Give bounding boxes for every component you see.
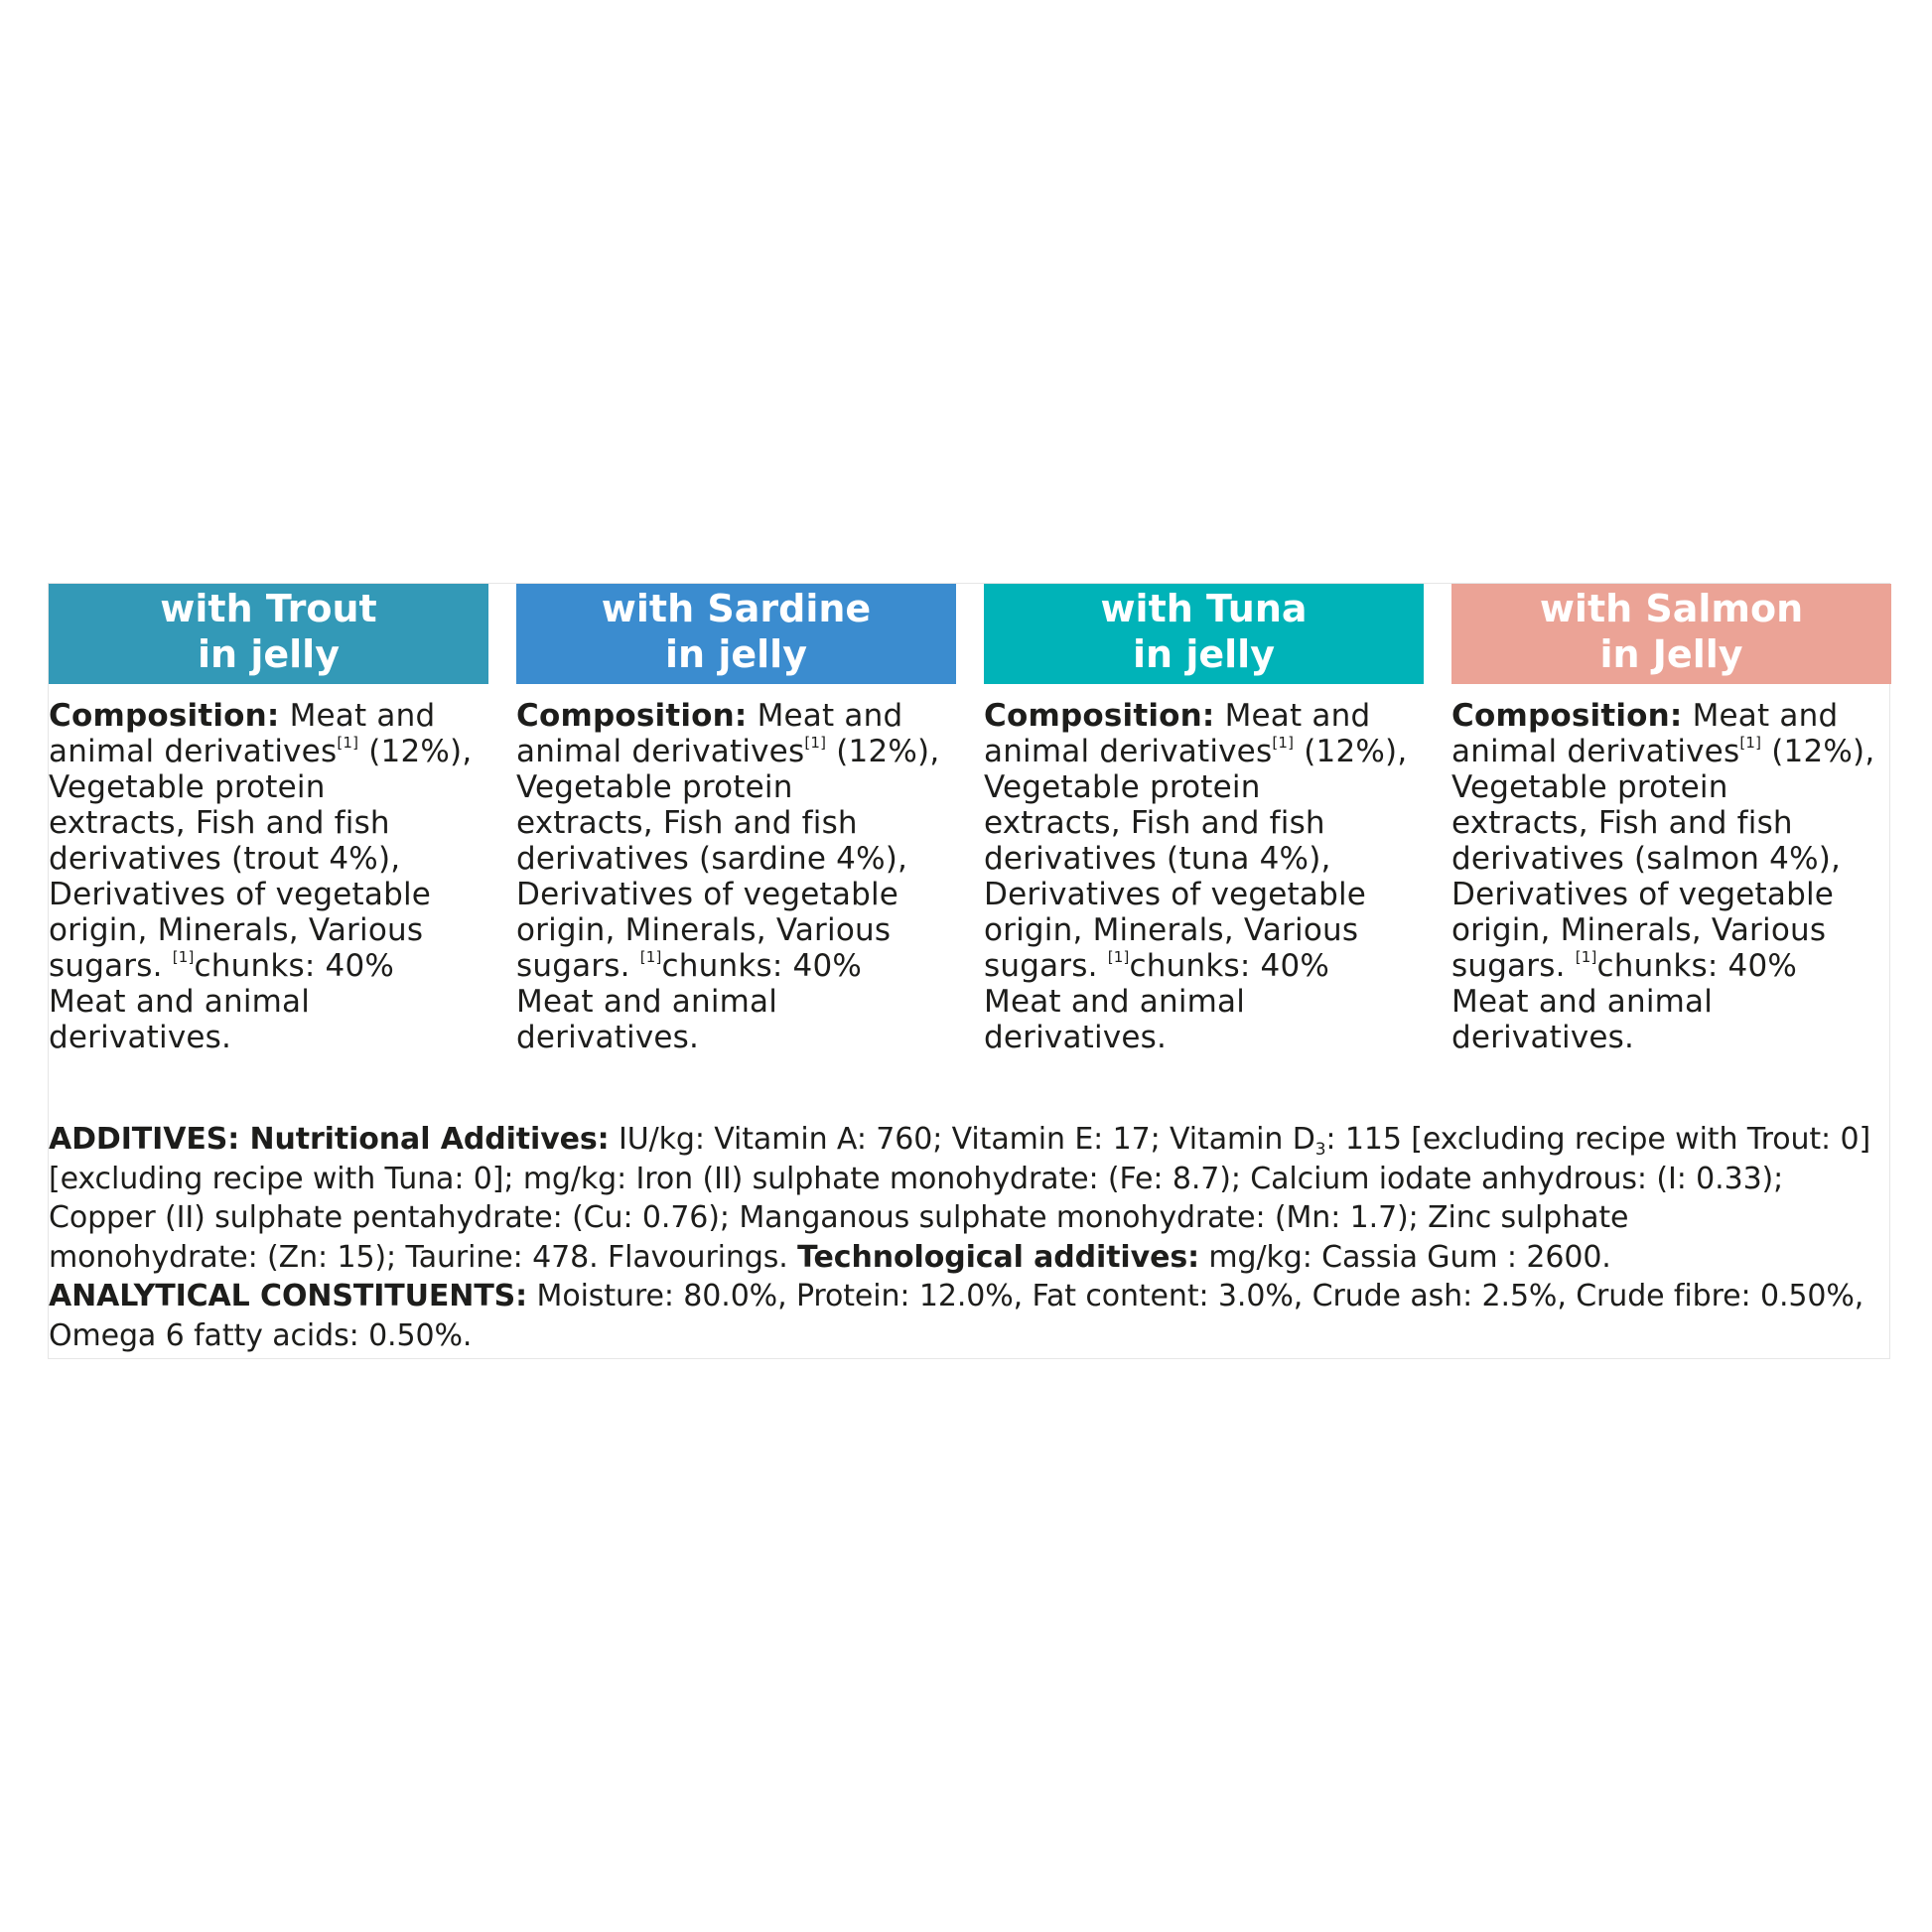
composition-text: Composition: Meat and animal derivatives[1] (12%), Vegetable protein extracts, Fish and fish derivatives (sardine 4%), Derivatives of vegetable origin, Minerals, Various sugars. [1]chunks: 40% Meat and animal derivatives. <box>516 698 940 1055</box>
composition-label: Composition: <box>1451 698 1683 734</box>
recipe-header <box>1451 584 1891 684</box>
recipe-title: with Tuna <box>1100 587 1308 630</box>
additives-section <box>49 1120 1891 1355</box>
composition-label: Composition: <box>516 698 748 734</box>
footnote-ref: [1] <box>337 734 359 752</box>
composition-text: Composition: Meat and animal derivatives[1] (12%), Vegetable protein extracts, Fish and fish derivatives (trout 4%), Derivatives of vegetable origin, Minerals, Various sugars. [1]chunks: 40% Meat and animal derivatives. <box>49 698 473 1055</box>
additives-line: monohydrate: (Zn: 15); Taurine: 478. Flavourings. Technological additives: mg/kg: Cassia Gum : 2600. <box>49 1239 1611 1275</box>
recipe-subtitle: in jelly <box>1133 632 1275 676</box>
recipe-header <box>984 584 1424 684</box>
nutritional-additives-label: Nutritional Additives: <box>239 1122 610 1157</box>
composition-label: Composition: <box>49 698 280 734</box>
footnote-ref: [1] <box>172 948 195 966</box>
ingredients-panel <box>48 583 1890 1359</box>
recipe-subtitle: in jelly <box>665 632 807 676</box>
technological-additives-label: Technological additives: <box>797 1239 1199 1275</box>
recipe-header <box>49 584 488 684</box>
recipe-title: with Salmon <box>1539 587 1804 630</box>
recipe-subtitle: in jelly <box>198 632 340 676</box>
composition-label: Composition: <box>984 698 1215 734</box>
analytical-line: ANALYTICAL CONSTITUENTS: Moisture: 80.0%, Protein: 12.0%, Fat content: 3.0%, Crude ash: 2.5%, Crude fibre: 0.50%, <box>49 1279 1864 1313</box>
additives-line: Copper (II) sulphate pentahydrate: (Cu: 0.76); Manganous sulphate monohydrate: (Mn: 1.7); Zinc sulphate <box>49 1200 1629 1235</box>
recipe-column-salmon <box>1451 584 1891 1055</box>
footnote-ref: [1] <box>1107 948 1130 966</box>
recipe-subtitle: in Jelly <box>1599 632 1743 676</box>
footnote-ref: [1] <box>804 734 827 752</box>
additives-line: [excluding recipe with Tuna: 0]; mg/kg: Iron (II) sulphate monohydrate: (Fe: 8.7); Calcium iodate anhydrous: (I: 0.33); <box>49 1161 1784 1196</box>
footnote-ref: [1] <box>1575 948 1597 966</box>
analytical-label: ANALYTICAL CONSTITUENTS: <box>49 1279 528 1313</box>
recipe-title: with Sardine <box>601 587 872 630</box>
analytical-line: Omega 6 fatty acids: 0.50%. <box>49 1317 473 1353</box>
recipe-column-sardine <box>516 584 956 1055</box>
recipe-title: with Trout <box>160 587 377 630</box>
additives-label: ADDITIVES: <box>49 1122 240 1157</box>
footnote-ref: [1] <box>1739 734 1762 752</box>
recipe-column-trout <box>49 584 488 1055</box>
footnote-ref: [1] <box>1272 734 1295 752</box>
additives-line: ADDITIVES: Nutritional Additives: IU/kg: Vitamin A: 760; Vitamin E: 17; Vitamin $D_3$: 115 [excluding recipe with Trout: 0] <box>49 1122 1871 1160</box>
composition-text: Composition: Meat and animal derivatives[1] (12%), Vegetable protein extracts, Fish and fish derivatives (tuna 4%), Derivatives of vegetable origin, Minerals, Various sugars. [1]chunks: 40% Meat and animal derivatives. <box>984 698 1408 1055</box>
footnote-ref: [1] <box>639 948 662 966</box>
vitamin-d-subscript: 3 <box>1314 1140 1326 1160</box>
recipe-column-tuna <box>984 584 1424 1055</box>
recipe-header <box>516 584 956 684</box>
composition-text: Composition: Meat and animal derivatives[1] (12%), Vegetable protein extracts, Fish and fish derivatives (salmon 4%), Derivatives of vegetable origin, Minerals, Various sugars. [1]chunks: 40% Meat and animal derivatives. <box>1451 698 1875 1055</box>
